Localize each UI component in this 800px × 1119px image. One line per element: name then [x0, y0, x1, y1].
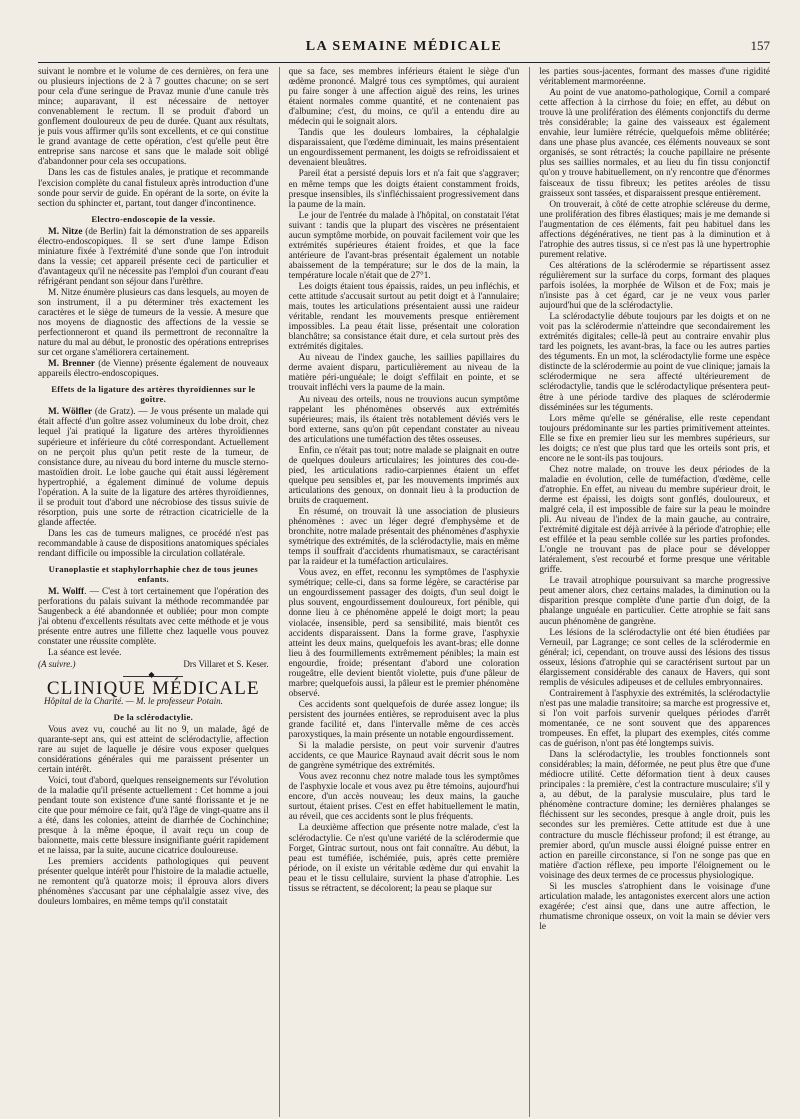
paragraph: M. Nitze énumère plusieurs cas dans lesquels, au moyen de son instrument, il a pu déterminer très exactement les caractères et le siège de tumeurs de la vessie. A mesure que nos moyens de diagnostic des affections de la vessie se perfectionneront et quand ils permettront de reconnaître la nature du mal au début, le pronostic des opérations entreprises sur cet organe s'améliorera certainement.: [38, 287, 269, 359]
paragraph: [38, 587, 269, 647]
paragraph: Ces accidents sont quelquefois de durée assez longue; ils persistent des journées entières, se reproduisent avec la plus grande facilité et, dans l'intervalle même de ces accès paroxystiques, la main présente un notable engourdissement.: [288, 699, 520, 741]
column-2: [279, 67, 520, 1117]
paragraph: [38, 359, 269, 379]
paragraph: Pareil état a persisté depuis lors et n'a fait que s'aggraver; en même temps que les doigts étaient constamment froids, presque insensibles, ils s'infléchissaient progressivement dans la paume de la main.: [288, 169, 520, 210]
author-name: M. Nitze: [48, 226, 83, 237]
paragraph: Tandis que les douleurs lombaires, la céphalalgie disparaissaient, que l'œdème diminuait, les mains présentaient un engourdissement permanent, les doigts se refroidissaient et devenaient bleuâtres.: [288, 128, 520, 169]
to-be-continued: (A suivre.): [38, 659, 76, 670]
header-rule: [38, 62, 770, 63]
paragraph: Dans la sclérodactylie, les troubles fonctionnels sont considérables; la main, déformée, ne peut plus être que d'une médiocre utilité. Cette déformation tient à deux causes principales : la première, c'est la contracture musculaire; s'il y a, au début, de la paralysie musculaire, plus tard le phénomène contracture domine; les dernières phalanges se fléchissent sur les secondes, presque à angle droit, puis les secondes sur les premières. Cette attitude est due à une contracture du muscle fléchisseur profond; il est étrange, au premier abord, qu'un muscle aussi éloigné puisse entrer en action en pareille circonstance, si l'on ne songe pas que en matière d'action réflexe, peu importe l'éloignement ou le voisinage des deux termes de ce processus physiologique.: [539, 750, 771, 881]
columns: [38, 67, 770, 1117]
paragraph: Vous avez reconnu chez notre malade tous les symptômes de l'asphyxie locale et vous avez pu être témoins, aujourd'hui encore, d'un accès nouveau; les deux mains, la gauche surtout, étaient prises. C'est en effet habituellement le matin, au réveil, que ces accidents sont le plus fréquents.: [288, 772, 520, 823]
paragraph: Ces altérations de la sclérodermie se répartissent assez régulièrement sur la surface du corps, formant des plaques parfois isolées, la morphée de Wilson et de Fox; mais je n'insiste pas à cet égard, car je ne veux vous parler aujourd'hui que de la sclérodactylie.: [539, 260, 771, 312]
paragraph: que sa face, ses membres inférieurs étaient le siège d'un œdème prononcé. Malgré tous ces symptômes, qui auraient pu faire songer à une affection aiguë des reins, les urines étaient normales comme quantité, et ne contenaient pas d'albumine; c'est, du moins, ce qu'il a entendu dire au médecin qui le soignait alors.: [288, 67, 520, 128]
paragraph: [38, 227, 269, 287]
section-heading: De la sclérodactylie.: [113, 711, 194, 722]
paragraph: On trouverait, à côté de cette atrophie scléreuse du derme, une prolifération des fibres élastiques; mais je me demande si l'augmentation de ces éléments, fait peu habituel dans les affections dégénératives, ne tient pas à la diminution et à l'atrophie des autres tissus, si ce n'est pas là une hypertrophie purement relative.: [539, 199, 771, 260]
paragraph: Dans les cas de fistules anales, je pratique et recommande l'excision complète du canal fistuleux après introduction d'une sonde pour servir de guide. En opérant de la sorte, on évite la section du sphincter et, partant, tout danger d'incontinence.: [38, 168, 269, 209]
paragraph: En résumé, on trouvait là une association de plusieurs phénomènes : avec un léger degré d'emphysème et de bronchite, notre malade présentait des phénomènes d'asphyxie symétrique des extrémités, de la sclérodactylie, mais en même temps il souffrait d'accidents rhumatismaux, se caractérisant par la raideur et la tuméfaction articulaires.: [288, 507, 520, 568]
page-header: [38, 38, 770, 60]
separator: [123, 676, 183, 677]
paragraph: Vous avez, en effet, reconnu les symptômes de l'asphyxie symétrique; celle-ci, dans sa forme légère, se caractérise par un engourdissement passager des doigts, d'un seul doigt le plus souvent, engourdissement douloureux, fort pénible, qui donne lieu à ce phénomène appelé le doigt mort; la peau violacée, insensible, perd sa sensibilité, mais bientôt ces accidents disparaissent. Dans la forme grave, l'asphyxie atteint les deux mains, quelquefois les avant-bras; elle donne lieu à des fourmillements extrêmement pénibles; la main est engourdie, froide; présentant d'abord une coloration rougeâtre, elle devient bientôt violette, puis d'une pâleur de marbre; quelquefois aussi, la pâleur est le premier phénomène observé.: [288, 568, 520, 699]
section-heading: Uranoplastie et staphylorrhaphie chez de tous jeunes enfants.: [48, 564, 259, 585]
paragraph: Le jour de l'entrée du malade à l'hôpital, on constatait l'état suivant : tandis que la plupart des viscères ne présentaient aucun symptôme morbide, on pouvait facilement voir que les extrémités supérieures étaient froides, et que la face antérieure de l'avant-bras présentait également un notable abaissement de la température; sur le dos de la main, la température locale n'était que de 27°1.: [288, 210, 520, 281]
paragraph-text: (de Gratz). — Je vous présente un malade qui était affecté d'un goître assez volumineux du lobe droit, chez lequel j'ai pratiqué la ligature des artères thyroïdiennes supérieure et inférieure du côté correspondant. Actuellement on ne perçoit plus qu'un petit reste de la tumeur, de consistance dure, au niveau du bord interne du muscle sterno-mastoïdien droit. Le lobe gauche qui était aussi légèrement hypertrophié, a également diminué de volume depuis l'opération. A la suite de la ligature des artères thyroïdiennes, il se produit tout d'abord une nécrobiose des tissus suivie de résorption, puis une sorte de rétraction cicatricielle de la glande affectée.: [38, 407, 269, 528]
paragraph: Si la maladie persiste, on peut voir survenir d'autres accidents, ce que Maurice Raynaud avait décrit sous le nom de gangrène symétrique des extrémités.: [288, 741, 520, 772]
paragraph: Dans les cas de tumeurs malignes, ce procédé n'est pas recommandable à cause de dispositions anatomiques spéciales rendant difficile ou impossible la circulation collatérale.: [38, 528, 269, 560]
paragraph: Vous avez vu, couché au lit no 9, un malade, âgé de quarante-sept ans, qui est atteint de sclérodactylie, affection rare au sujet de laquelle je désire vous exposer quelques considérations générales qui me paraissent présenter un certain intérêt.: [38, 724, 269, 775]
author-name: M. Wolff: [48, 587, 85, 598]
paragraph: La deuxième affection que présente notre malade, c'est la sclérodactylie. Ce n'est qu'une variété de la sclérodermie que Forget, Gintrac surtout, nous ont fait connaître. Au début, la peau est tuméfiée, ischémiée, puis, après cette première période, on il existe un véritable œdème dur qui envahit la peau et le tissu cellulaire, survient la phase d'atrophie. Les tissus se rétractent, se décolorent; la peau se plaque sur: [288, 823, 520, 894]
section-heading: Electro-endoscopie de la vessie.: [91, 213, 216, 224]
paragraph: Les premiers accidents pathologiques qui peuvent présenter quelque intérêt pour l'histoire de la maladie actuelle, ne remontent qu'à quatorze mois; il éprouva alors divers phénomènes s'accusant par une céphalalgie assez vive, des douleurs lombaires, en même temps qu'il constatait: [38, 857, 269, 908]
paragraph: Si les muscles s'atrophient dans le voisinage d'une articulation malade, les antagonistes exercent alors une action exagérée; c'est ainsi que, dans une autre affection, le rhumatisme chronique osseux, on voit la main se dévier vers le: [539, 881, 771, 932]
author-name: M. Wölfler: [48, 407, 93, 418]
paragraph: [38, 407, 269, 528]
author-name: M. Brenner: [48, 359, 95, 370]
paragraph-text: . — C'est à tort certainement que l'opération des perforations du palais suivant la méthode recommandée par Saugenbeck a été abandonnée et oubliée; pour mon compte j'ai obtenu d'excellents résultats avec cette méthode et je vous présente entre autres une fillette chez laquelle vous pouvez constater une réussite complète.: [38, 587, 269, 648]
page-number: 157: [750, 38, 770, 53]
paragraph: Les doigts étaient tous épaissis, raides, un peu infléchis, et cette attitude s'accusait surtout au petit doigt et à l'annulaire; mais, toutes les articulations présentaient aussi une raideur véritable, rendant les mouvements presque entièrement impossibles. La peau était lisse, présentait une coloration blanchâtre; sa consistance était dure, et cela surtout près des extrémités digitales.: [288, 281, 520, 353]
column-1: [38, 67, 269, 1117]
paragraph-text: (de Vienne) présente également de nouveaux appareils électro-endoscopiques.: [38, 359, 269, 380]
paragraph: Chez notre malade, on trouve les deux périodes de la maladie en évolution, celle de tuméfaction, d'œdème, celle d'atrophie. En effet, au niveau du membre supérieur droit, le derme est épaissi, les doigts sont gonflés, douloureux, et malgré cela, il est impossible de faire sur la peau le moindre pli. Au niveau de l'index de la main gauche, au contraire, l'extrémité digitale est déjà arrivée à la période d'atrophie; elle est effilée et la peau semble collée sur les parties profondes. L'ongle ne trouvant pas de place pour se développer latéralement, s'est recourbé et forme presque une véritable griffe.: [539, 464, 771, 576]
paragraph-text: (de Berlin) fait la démonstration de ses appareils électro-endoscopiques. Il se sert d'une lampe Edison miniature fixée à l'extrémité d'une sonde que l'on introduit dans la vessie; cet appareil présente ceci de particulier et d'avantageux qu'il ne nécessite pas l'emploi d'un courant d'eau réfrigérant pendant son séjour dans l'urèthre.: [38, 226, 269, 287]
paragraph: Le travail atrophique poursuivant sa marche progressive peut amener alors, chez certains malades, la diminution ou la disparition presque complète d'une partie d'un doigt, de la phalange unguéale en particulier. Cette atrophie se fait sans aucun phénomène de gangrène.: [539, 576, 771, 627]
signature-line: [38, 659, 269, 669]
journal-title: LA SEMAINE MÉDICALE: [305, 39, 503, 54]
paragraph: suivant le nombre et le volume de ces dernières, on fera une ou plusieurs injections de 2 à 7 gouttes chacune; on se sert pour cela d'une seringue de Pravaz munie d'une canule très mince; auparavant, il est nécessaire de nettoyer convenablement le rectum. Il se produit d'abord un gonflement douloureux de peu de durée. Quant aux résultats, je puis vous affirmer qu'ils sont excellents, et ce qui constitue le grand avantage de cette opération, c'est qu'elle peut être entreprise sans narcose et sans que le malade soit obligé d'abandonner pour cela ses occupations.: [38, 67, 269, 168]
column-3: [529, 67, 770, 1117]
section-subtitle: Hôpital de la Charité. — M. le professeur Potain.: [44, 696, 223, 707]
paragraph: Enfin, ce n'était pas tout; notre malade se plaignait en outre de quelques douleurs articulaires; les jointures des cou-de-pied, les articulations radio-carpiennes étaient un effet quelque peu sensibles et, par les mouvements imprimés aux articulations des genoux, on donnait lieu à la production de bruits de craquement.: [288, 445, 520, 506]
paragraph: Contrairement à l'asphyxie des extrémités, la sclérodactylie n'est pas une maladie transitoire; sa marche est progressive et, si l'on voit parfois survenir quelques périodes d'arrêt momentanée, ce ne sont souvent que des apparences trompeuses. En effet, la plupart des exemples, cités comme cas de guérison, n'ont pas été longtemps suivis.: [539, 688, 771, 750]
paragraph: les parties sous-jacentes, formant des masses d'une rigidité véritablement marmoréenne.: [539, 67, 771, 88]
paragraph: Voici, tout d'abord, quelques renseignements sur l'évolution de la maladie qu'il présente actuellement : Cet homme a joui pendant toute son existence d'une santé florissante et je ne cite que pour mémoire ce fait, qu'à l'âge de vingt-quatre ans il a été, dans les colonies, atteint de diarrhée de Cochinchine; presque à la même époque, il avait reçu un coup de baïonnette, mais cette blessure insignifiante guérit rapidement et ne laissa, par la suite, aucune cicatrice douloureuse.: [38, 775, 269, 857]
paragraph: Au niveau de l'index gauche, les saillies papillaires du derme avaient disparu, particulièrement au niveau de la matière péri-unguéale; le doigt s'effilait en pointe, et se trouvait infléchi vers la paume de la main.: [288, 353, 520, 394]
section-heading: Effets de la ligature des artères thyroïdiennes sur le goître.: [51, 384, 256, 405]
signature: Drs Villaret et S. Keser.: [183, 659, 269, 670]
paragraph: Les lésions de la sclérodactylie ont été bien étudiées par Verneuil, par Lagrange; ce sont celles de la sclérodermie en général; ici, cependant, on trouve aussi des lésions des tissus osseux, lésions d'atrophie qui se caractérisent surtout par un élargissement considérable des canaux de Havers, qui sont remplis de vésicules adipeuses et de cellules embryonnaires.: [539, 627, 771, 688]
paragraph: La sclérodactylie débute toujours par les doigts et on ne voit pas la sclérodermie n'atteindre que secondairement les extrémités digitales; celle-là peut au contraire envahir plus tard les poignets, les avant-bras, la face ou les autres parties des téguments. En un mot, la sclérodactylie forme une espèce distincte de la sclérodermie au point de vue clinique; jamais la sclérodermique ne sera affecté ultérieurement de sclérodactylie, tandis que le sclérodactylique présentera peut-être à une période tardive des plaques de sclérodermie disséminées sur les téguments.: [539, 312, 771, 413]
section-title: CLINIQUE MÉDICALE: [46, 678, 260, 700]
paragraph: Au point de vue anatomo-pathologique, Cornil a comparé cette affection à la cirrhose du foie; en effet, au début on trouve là une prolifération des éléments conjonctifs du derme très considérable; la gaine des vaisseaux est également envahie, leur lumière rétrécie, quelquefois même oblitérée; dans une phase plus avancée, ces éléments nouveaux se sont organisés, se sont rétractés; la couche papillaire ne présente plus ses saillies normales, et au lieu du fin tissu conjonctif qu'on y trouve habituellement, on n'y rencontre que d'énormes faisceaux de tissu fibreux; les petites aréoles de tissu graisseux sont tassées, et disparaissent presque entièrement.: [539, 88, 771, 199]
paragraph: La séance est levée.: [48, 648, 122, 659]
paragraph: Lors même qu'elle se généralise, elle reste cependant toujours prédominante sur les parties primitivement atteintes. Elle se fixe en premier lieu sur les membres supérieurs, sur les doigts; ce n'est que plus tard que les orteils sont pris, et encore ne le sont-ils pas toujours.: [539, 413, 771, 464]
paragraph: Au niveau des orteils, nous ne trouvions aucun symptôme rappelant les phénomènes observés aux extrémités supérieures; mais, ils étaient très notablement déviés vers le bord externe, sans qu'on pût cependant constater au niveau des articulations une tuméfaction des têtes osseuses.: [288, 394, 520, 445]
